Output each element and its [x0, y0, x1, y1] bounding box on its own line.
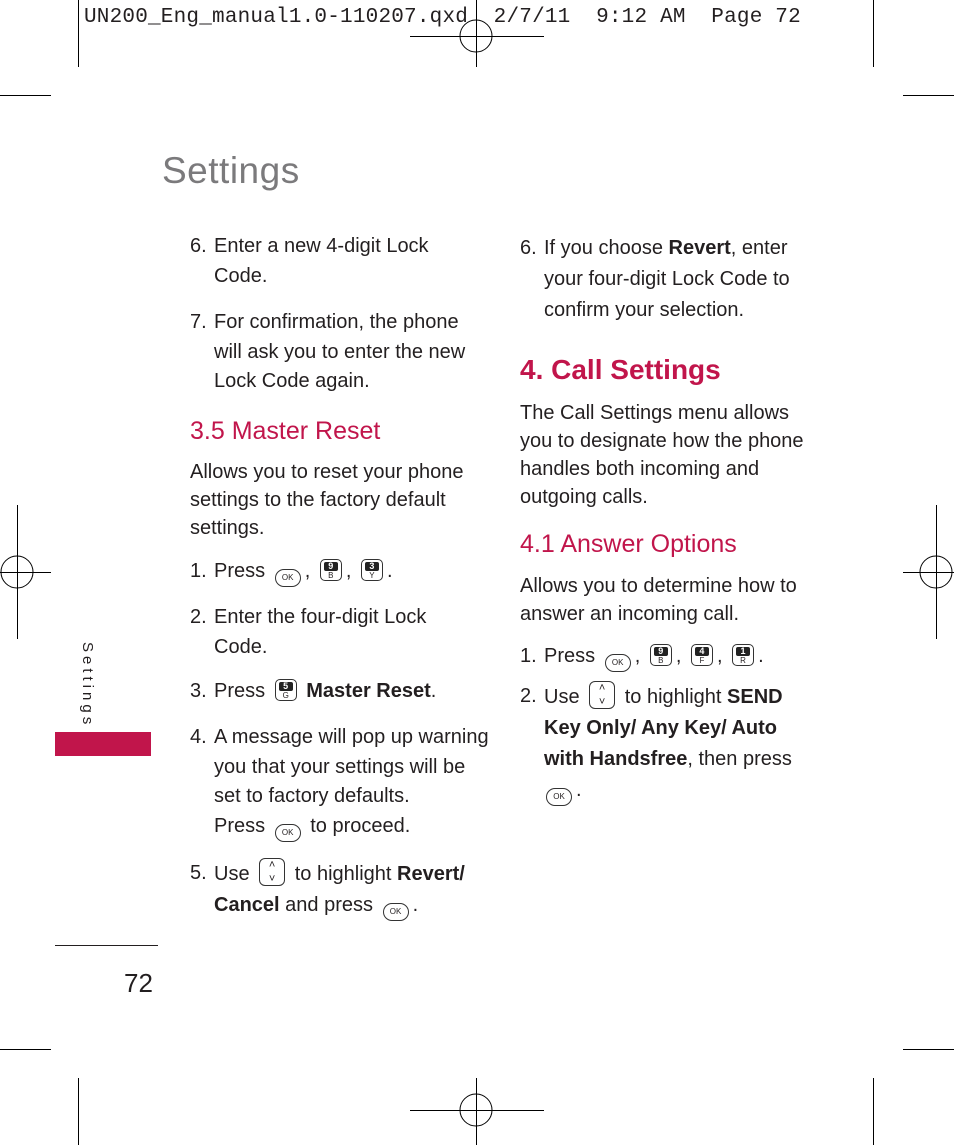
section-tab-marker: [55, 732, 151, 756]
master-reset-heading: 3.5 Master Reset: [190, 417, 381, 445]
answer-options-heading: 4.1 Answer Options: [520, 530, 737, 558]
nav-key-icon: [259, 858, 285, 886]
ok-key-icon: OK: [383, 903, 409, 921]
page-title: Settings: [162, 150, 300, 191]
key-1-icon: 1 R: [732, 644, 754, 666]
ok-key-icon: OK: [275, 569, 301, 587]
left-column: 6. Enter a new 4-digit Lock Code. 7. For confirmation, the phone will ask you to enter the new Lock Code again. 3.5 Master Reset Allows you to reset your phone settings to the factory default settings. 1. Press OK , 9 B , 3 Y . 2. Enter the four-digit Lock Code. 3. Press 5 G Master Reset. 4. A message will pop up warning you that your settings will be set to factory defaults. Press OK to proceed. 5. Use ˄ ˅ to highlight Revert/ Cancel and press OK .: [190, 232, 490, 932]
ok-key-icon: OK: [275, 824, 301, 842]
key-4-icon: 4 F: [691, 644, 713, 666]
call-settings-desc: The Call Settings menu allows you to designate how the phone handles both incoming and outgoing calls.: [520, 402, 804, 508]
side-section-label: Settings: [79, 642, 96, 729]
key-5-icon: 5 G: [275, 679, 297, 701]
print-slug: UN200_Eng_manual1.0-110207.qxd 2/7/11 9:12 AM Page 72: [84, 6, 801, 29]
footer-rule: [55, 945, 158, 946]
key-9-icon: 9 B: [320, 559, 342, 581]
key-3-icon: 3 Y: [361, 559, 383, 581]
answer-options-desc: Allows you to determine how to answer an incoming call.: [520, 575, 797, 625]
nav-key-icon: [589, 681, 615, 709]
right-column: 6. If you choose Revert, enter your four-digit Lock Code to confirm your selection. 4. Call Settings The Call Settings menu allows you to designate how the phone handles both incoming and outgoing calls. 4.1 Answer Options Allows you to determine how to answer an incoming call. 1. Press OK , 9 B , 4 F , 1 R . 2. Use ˄ ˅ to highlight SEND Key Only/ Any Key/ Auto with Handsfree, then press OK .: [520, 233, 820, 833]
ok-key-icon: OK: [546, 788, 572, 806]
page-number: 72: [124, 968, 153, 998]
call-settings-heading: 4. Call Settings: [520, 354, 721, 385]
master-reset-desc: Allows you to reset your phone settings to the factory default settings.: [190, 461, 464, 539]
ok-key-icon: OK: [605, 654, 631, 672]
key-9-icon: 9 B: [650, 644, 672, 666]
